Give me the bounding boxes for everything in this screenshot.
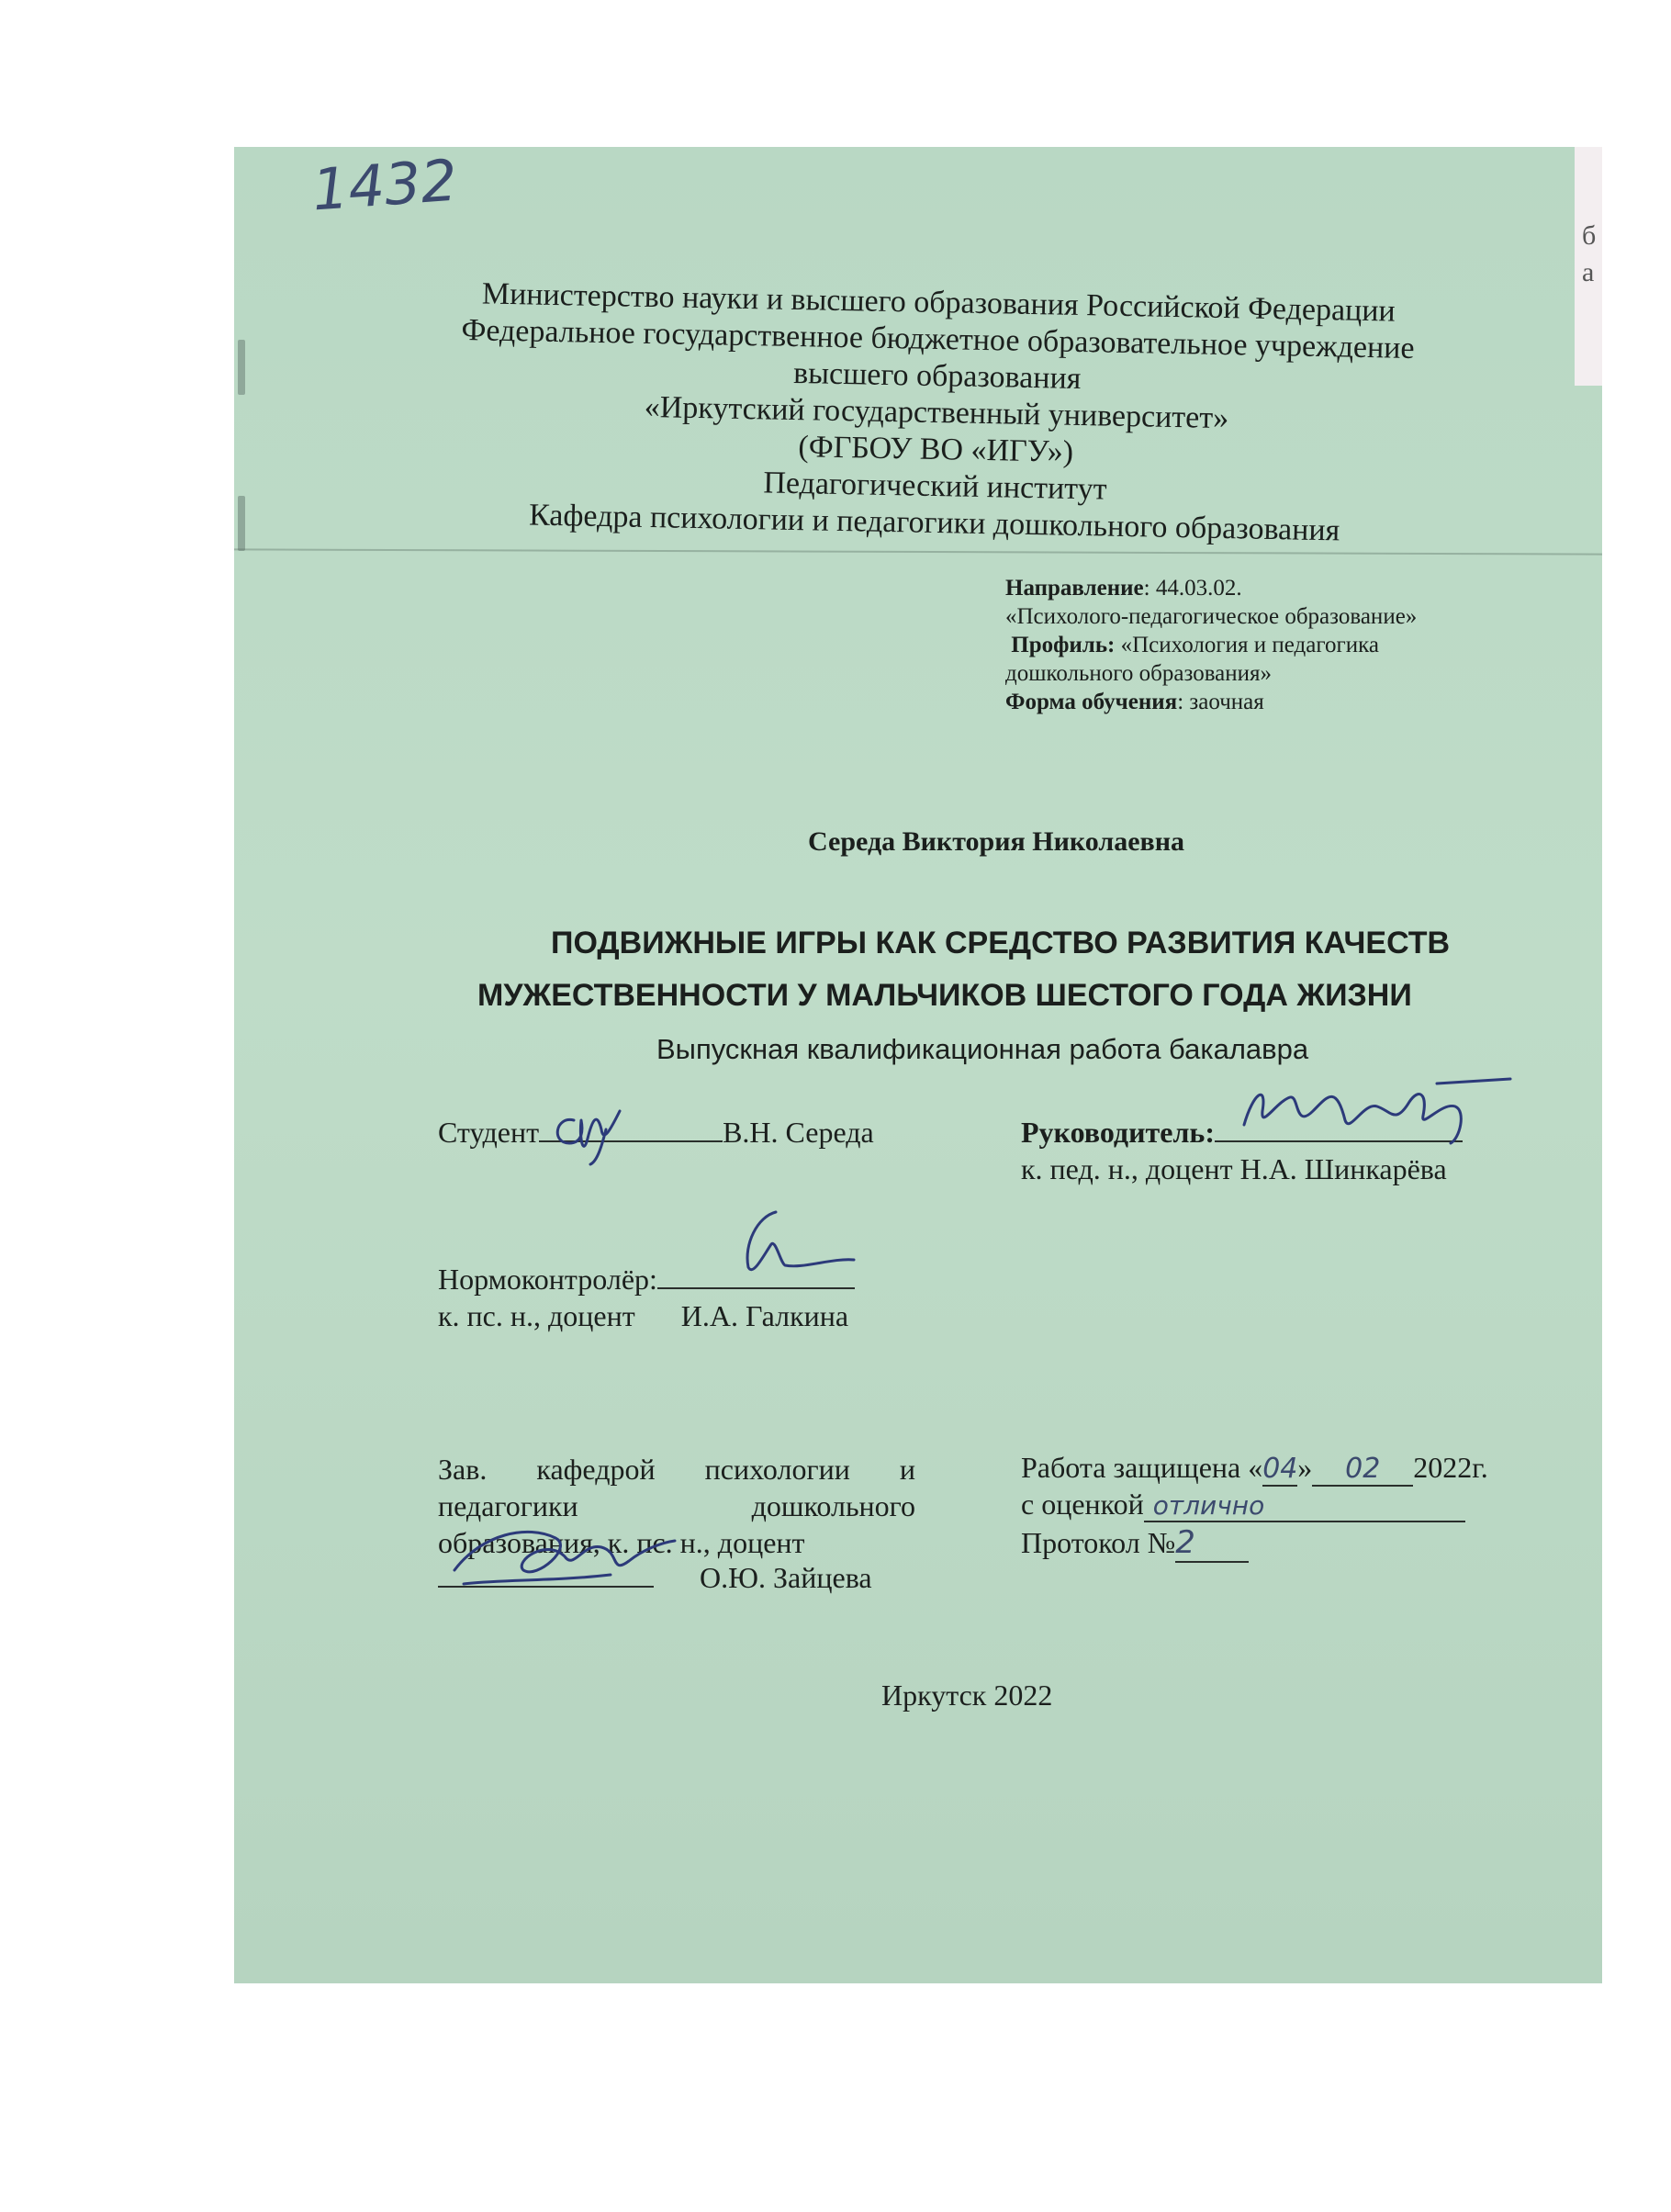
normcontroller-label: Нормоконтролёр: [438,1263,657,1296]
thesis-title-line1: ПОДВИЖНЫЕ ИГРЫ КАК СРЕДСТВО РАЗВИТИЯ КАЧЕСТВ [551,926,1451,960]
supervisor-signature [1226,1074,1520,1148]
defense-year: 2022г. [1413,1451,1488,1484]
direction-name: «Психолого-педагогическое образование» [1005,604,1418,629]
profile-value-line2: дошкольного образования» [1005,661,1273,686]
grade-label: с оценкой [1021,1488,1144,1521]
defense-quote-close: » [1297,1451,1313,1484]
header-line-institute: Педагогический институт [763,466,1107,507]
normcontroller-name: И.А. Галкина [680,1299,849,1332]
protocol-label: Протокол № [1021,1526,1176,1559]
defense-day: 04 [1262,1453,1298,1485]
hod-word-6: дошкольного [751,1489,915,1522]
hod-signature [445,1515,684,1598]
grade-value: отлично [1144,1490,1465,1522]
thesis-title-line2: МУЖЕСТВЕННОСТИ У МАЛЬЧИКОВ ШЕСТОГО ГОДА ЖИЗНИ [477,978,1412,1013]
student-label: Студент [438,1116,540,1149]
hod-word-5: педагогики [438,1489,578,1522]
header-line-university: «Иркутский государственный университет» [644,389,1229,436]
profile-label: Профиль: [1011,633,1116,657]
header-line-department: Кафедра психологии и педагогики дошкольного образования [528,498,1340,548]
defense-label: Работа защищена « [1021,1451,1263,1484]
hod-word-2: кафедрой [536,1453,656,1486]
author-name: Середа Виктория Николаевна [808,826,1184,857]
thesis-type: Выпускная квалификационная работа бакалавра [656,1033,1309,1065]
header-line-ministry: Министерство науки и высшего образования Российской Федерации [481,276,1396,329]
protocol-row [1021,1524,1249,1563]
hod-line-3: образования, к. пс. н., доцент [438,1526,805,1559]
study-form-value: : заочная [1177,690,1264,714]
normcontroller-signature-line [657,1287,855,1289]
normcontroller-signature [730,1203,868,1286]
normcontroller-degree: к. пс. н., доцент [438,1299,635,1332]
student-signature [546,1102,656,1166]
header-line-higher-education: высшего образования [792,356,1082,397]
header-line-institution-type: Федеральное государственное бюджетное образовательное учреждение [461,313,1415,365]
protocol-number: 2 [1175,1524,1249,1563]
city-year: Иркутск 2022 [881,1679,1053,1712]
hod-word-3: психологии [704,1453,850,1486]
student-name: В.Н. Середа [723,1116,874,1149]
background-sheet-edge: б а [1575,147,1602,386]
defense-date-row [1021,1451,1488,1487]
hod-name: О.Ю. Зайцева [700,1561,872,1594]
staple-mark [238,340,245,395]
supervisor-label: Руководитель: [1021,1116,1215,1149]
institution-header [443,275,1430,551]
defense-month: 02 [1312,1453,1413,1487]
normcontroller-details [438,1299,848,1333]
profile-value-line1: «Психология и педагогика [1120,633,1379,657]
handwritten-number: 1432 [309,147,460,224]
direction-label: Направление [1005,576,1144,601]
header-line-abbreviation: (ФГБОУ ВО «ИГУ») [798,430,1074,469]
direction-code: : 44.03.02. [1143,576,1242,601]
supervisor-details: к. пед. н., доцент Н.А. Шинкарёва [1021,1152,1447,1185]
hod-word-1: Зав. [438,1453,488,1486]
study-form-label: Форма обучения [1005,690,1178,714]
direction-block [1005,574,1417,716]
document-photo [234,147,1602,1983]
hod-word-4: и [899,1453,915,1486]
staple-mark [238,496,245,551]
grade-row [1021,1488,1465,1522]
